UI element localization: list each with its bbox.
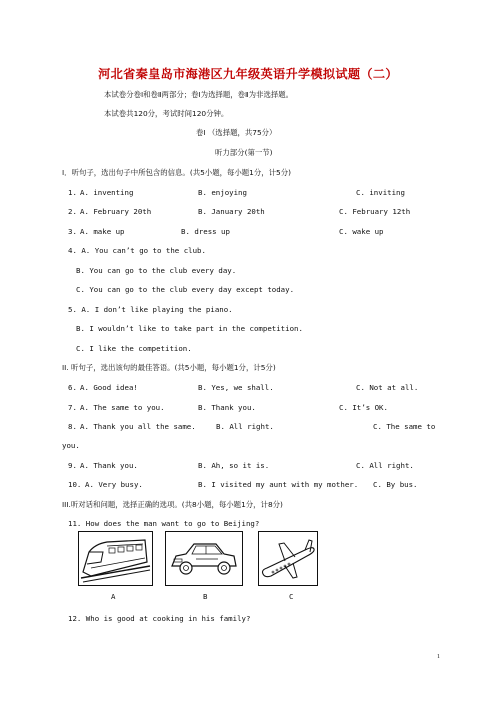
q12-question: 12. Who is good at cooking in his family? [68,614,251,623]
q1-option-a: A. inventing [80,188,134,197]
q2-number: 2. [68,207,77,216]
q1-option-c: C. inviting [356,188,405,197]
q8-option-a: A. Thank you all the same. [80,422,196,431]
q3-number: 3. [68,227,77,236]
car-picture [165,531,243,586]
q7-option-a: A. The same to you. [80,403,165,412]
airplane-picture [258,531,318,586]
q3-option-c: C. wake up [339,227,384,236]
q2-option-a: A. February 20th [80,207,152,216]
section-2-heading: II. 听句子，选出该句的最佳答语。(共5小题，每小题1分，计5分) [62,363,276,372]
q11-question: 11. How does the man want to go to Beijing? [68,519,260,528]
section-1-heading: I．听句子，选出句子中所包含的信息。(共5小题，每小题1分，计5分) [62,168,291,177]
q4-option-a: 4. A. You can’t go to the club. [68,246,206,255]
q7-option-c: C. It’s OK. [339,403,388,412]
q5-option-c: C. I like the competition. [76,344,192,353]
q8-option-b: B. All right. [216,422,274,431]
section-3-heading: III.听对话和问题，选择正确的选项。(共8小题，每小题1分，计8分) [62,500,283,509]
page-number: 1 [437,654,440,660]
q3-option-a: A. make up [80,227,125,236]
exam-title: 河北省秦皇岛市海港区九年级英语升学模拟试题（二） [98,67,398,81]
q6-number: 6. [68,383,77,392]
intro-line-2: 本试卷共120分，考试时间120分钟。 [104,109,229,118]
q10-option-c: C. By bus. [373,480,418,489]
option-b-label: B [203,592,208,601]
intro-line-1: 本试卷分卷Ⅰ和卷Ⅱ两部分；卷Ⅰ为选择题，卷Ⅱ为非选择题。 [104,90,294,99]
q7-number: 7. [68,403,77,412]
q6-option-b: B. Yes, we shall. [198,383,274,392]
listening-heading: 听力部分(第一节) [215,148,273,157]
q5-option-b: B. I wouldn’t like to take part in the competition. [76,324,303,333]
q10-option-b: B. I visited my aunt with my mother. [198,480,359,489]
q10-option-a: A. Very busy. [85,480,143,489]
q4-option-c: C. You can go to the club every day except today. [76,285,295,294]
q4-option-b: B. You can go to the club every day. [76,266,237,275]
train-picture [78,531,153,586]
q2-option-b: B. January 20th [198,207,265,216]
q8-number: 8. [68,422,77,431]
q9-option-a: A. Thank you. [80,461,138,470]
volume-heading: 卷Ⅰ （选择题，共75分） [196,128,277,137]
q8-option-c: C. The same to [373,422,436,431]
q3-option-b: B. dress up [181,227,230,236]
q8-option-c-continued: you. [62,441,80,450]
q9-option-c: C. All right. [356,461,414,470]
option-a-label: A [111,592,116,601]
q1-number: 1. [68,188,77,197]
q6-option-a: A. Good idea! [80,383,138,392]
q2-option-c: C. February 12th [339,207,411,216]
option-c-label: C [289,592,294,601]
q1-option-b: B. enjoying [198,188,247,197]
q10-number: 10. [68,480,82,489]
q9-option-b: B. Ah, so it is. [198,461,270,470]
q5-option-a: 5. A. I don’t like playing the piano. [68,305,233,314]
q6-option-c: C. Not at all. [356,383,419,392]
q9-number: 9. [68,461,77,470]
q7-option-b: B. Thank you. [198,403,256,412]
